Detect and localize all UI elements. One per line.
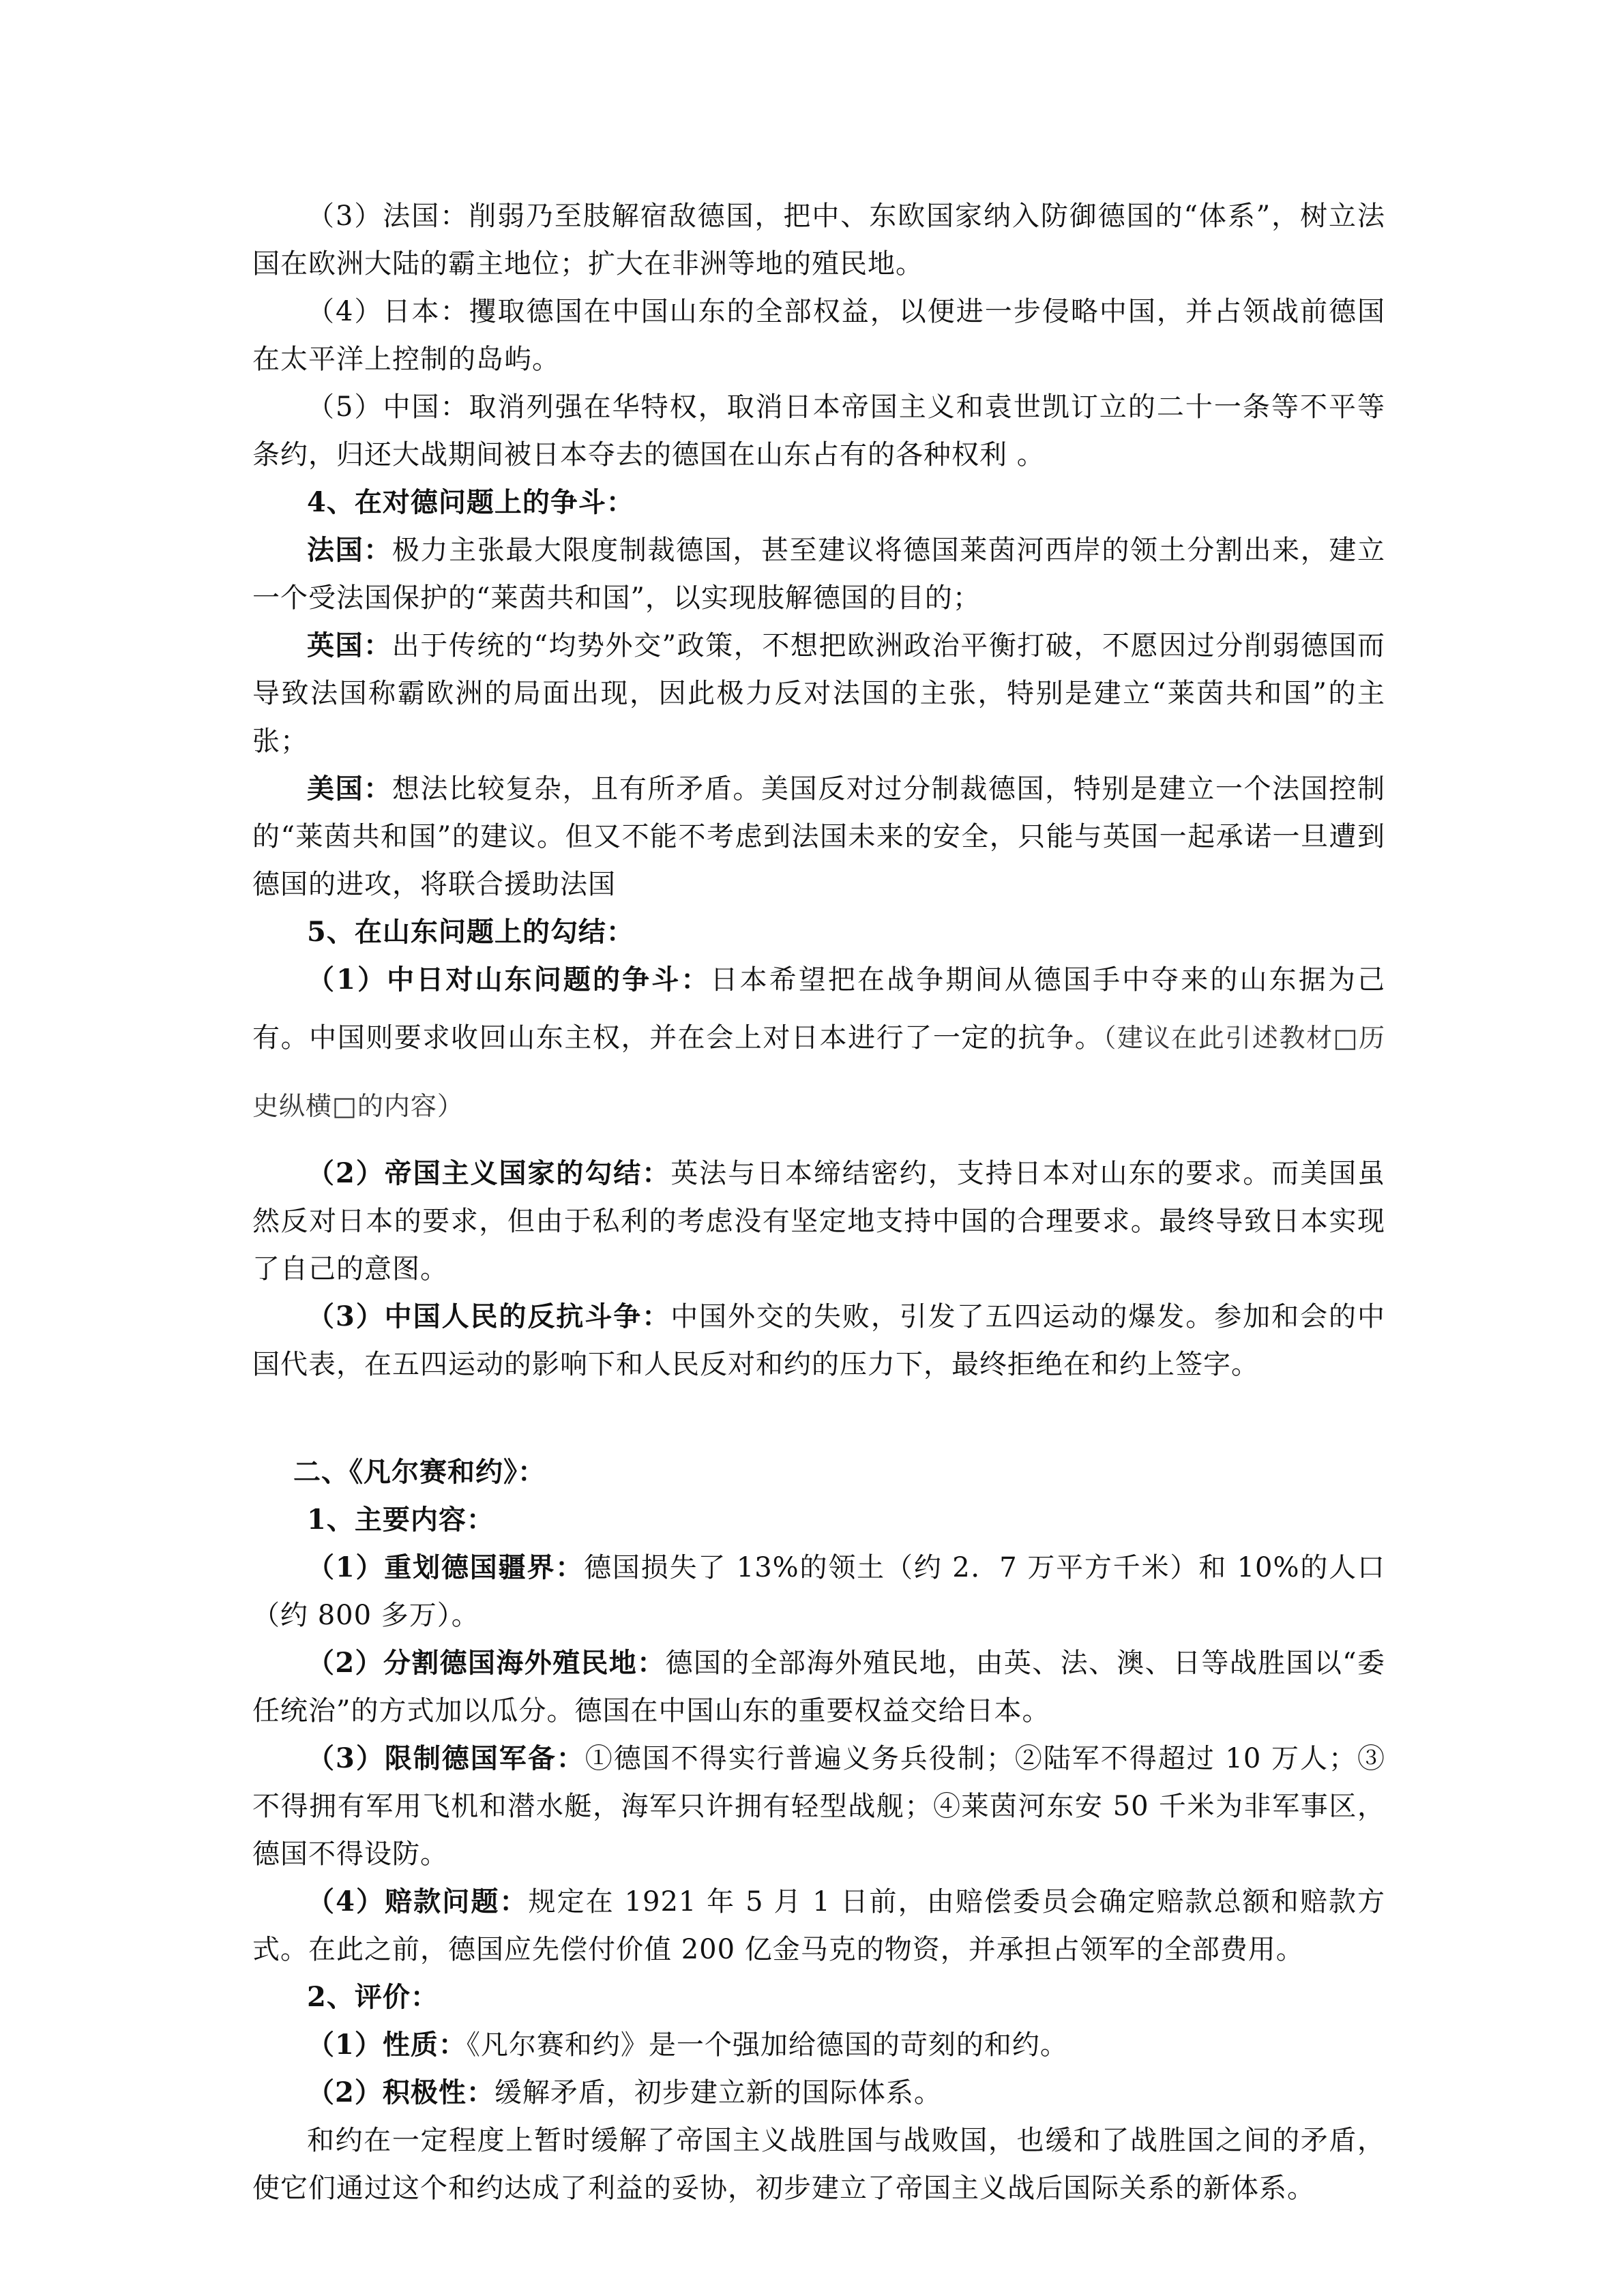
chinese-resistance-paragraph: （3）中国人民的反抗斗争：中国外交的失败，引发了五四运动的爆发。参加和会的中国代表，在五四运动的影响下和人民反对和约的压力下，最终拒绝在和约上签字。 [252, 1300, 1385, 1380]
positive-label: （2）积极性： [307, 2076, 494, 2108]
china-japan-dispute-label: （1）中日对山东问题的争斗： [307, 964, 711, 996]
chinese-resistance-label: （3）中国人民的反抗斗争： [307, 1300, 671, 1332]
borders-paragraph: （1）重划德国疆界：德国损失了 13%的领土（约 2．7 万平方千米）和 10%的人口（约 800 多万）。 [252, 1551, 1385, 1631]
colonies-paragraph: （2）分割德国海外殖民地：德国的全部海外殖民地，由英、法、澳、日等战胜国以“委任统治”的方式加以瓜分。德国在中国山东的重要权益交给日本。 [252, 1647, 1385, 1727]
reparations-paragraph: （4）赔款问题：规定在 1921 年 5 月 1 日前，由赔偿委员会确定赔款总额和赔款方式。在此之前，德国应先偿付价值 200 亿金马克的物资，并承担占领军的全部费用。 [252, 1885, 1386, 1965]
imperialist-collusion-paragraph: （2）帝国主义国家的勾结：英法与日本缔结密约，支持日本对山东的要求。而美国虽然反对日本的要求，但由于私利的考虑没有坚定地支持中国的合理要求。最终导致日本实现了自己的意图。 [252, 1157, 1385, 1285]
china-japan-dispute-paragraph: （1）中日对山东问题的争斗：日本希望把在战争期间从德国手中夺来的山东据为己有。中国则要求收回山东主权，并在会上对日本进行了一定的抗争。（建议在此引述教材□历史纵横□的内容） [252, 964, 1386, 1121]
heading-main-content: 1、主要内容： [307, 1504, 494, 1536]
france-goal-paragraph: （3）法国：削弱乃至肢解宿敌德国，把中、东欧国家纳入防御德国的“体系”，树立法国在欧洲大陆的霸主地位；扩大在非洲等地的殖民地。 [252, 200, 1385, 280]
britain-label: 英国： [307, 629, 392, 661]
borders-label: （1）重划德国疆界： [307, 1551, 585, 1583]
colonies-label: （2）分割德国海外殖民地： [307, 1647, 666, 1679]
japan-goal-paragraph: （4）日本：攫取德国在中国山东的全部权益，以便进一步侵略中国，并占领战前德国在太平洋上控制的岛屿。 [252, 296, 1385, 375]
positive-paragraph: （2）积极性：缓解矛盾，初步建立新的国际体系。 [307, 2076, 942, 2108]
usa-position-paragraph: 美国：想法比较复杂，且有所矛盾。美国反对过分制裁德国，特别是建立一个法国控制的“莱茵共和国”的建议。但又不能不考虑到法国未来的安全，只能与英国一起承诺一旦遭到德国的进攻，将联合援助法国 [252, 773, 1386, 900]
conclusion-paragraph: 和约在一定程度上暂时缓解了帝国主义战胜国与战败国，也缓和了战胜国之间的矛盾，使它们通过这个和约达成了利益的妥协，初步建立了帝国主义战后国际关系的新体系。 [252, 2125, 1385, 2204]
heading-germany-dispute: 4、在对德问题上的争斗： [307, 486, 634, 518]
armament-paragraph: （3）限制德国军备：①德国不得实行普遍义务兵役制；②陆军不得超过 10 万人；③不得拥有军用飞机和潜水艇，海军只许拥有轻型战舰；④莱茵河东安 50 千米为非军事区，德国不得设防。 [252, 1742, 1385, 1870]
britain-position-paragraph: 英国：出于传统的“均势外交”政策，不想把欧洲政治平衡打破，不愿因过分削弱德国而导致法国称霸欧洲的局面出现，因此极力反对法国的主张，特别是建立“莱茵共和国”的主张； [252, 629, 1385, 757]
france-label: 法国： [307, 534, 392, 566]
nature-label: （1）性质： [307, 2029, 467, 2061]
france-position-paragraph: 法国：极力主张最大限度制裁德国，甚至建议将德国莱茵河西岸的领土分割出来，建立一个受法国保护的“莱茵共和国”，以实现肢解德国的目的； [252, 534, 1386, 614]
textbook-note: （建议在此引述教材□历史纵横□的内容） [252, 1023, 1386, 1121]
usa-label: 美国： [307, 773, 392, 805]
section-versailles-heading: 二、《凡尔赛和约》： [293, 1456, 546, 1488]
imperialist-collusion-label: （2）帝国主义国家的勾结： [307, 1157, 671, 1189]
nature-paragraph: （1）性质：《凡尔赛和约》是一个强加给德国的苛刻的和约。 [307, 2029, 1068, 2061]
reparations-label: （4）赔款问题： [307, 1885, 529, 1918]
heading-evaluation: 2、评价： [307, 1981, 439, 2013]
china-goal-paragraph: （5）中国：取消列强在华特权，取消日本帝国主义和袁世凯订立的二十一条等不平等条约，归还大战期间被日本夺去的德国在山东占有的各种权利 。 [252, 391, 1385, 471]
heading-shandong-collusion: 5、在山东问题上的勾结： [307, 916, 634, 948]
armament-label: （3）限制德国军备： [307, 1742, 585, 1774]
